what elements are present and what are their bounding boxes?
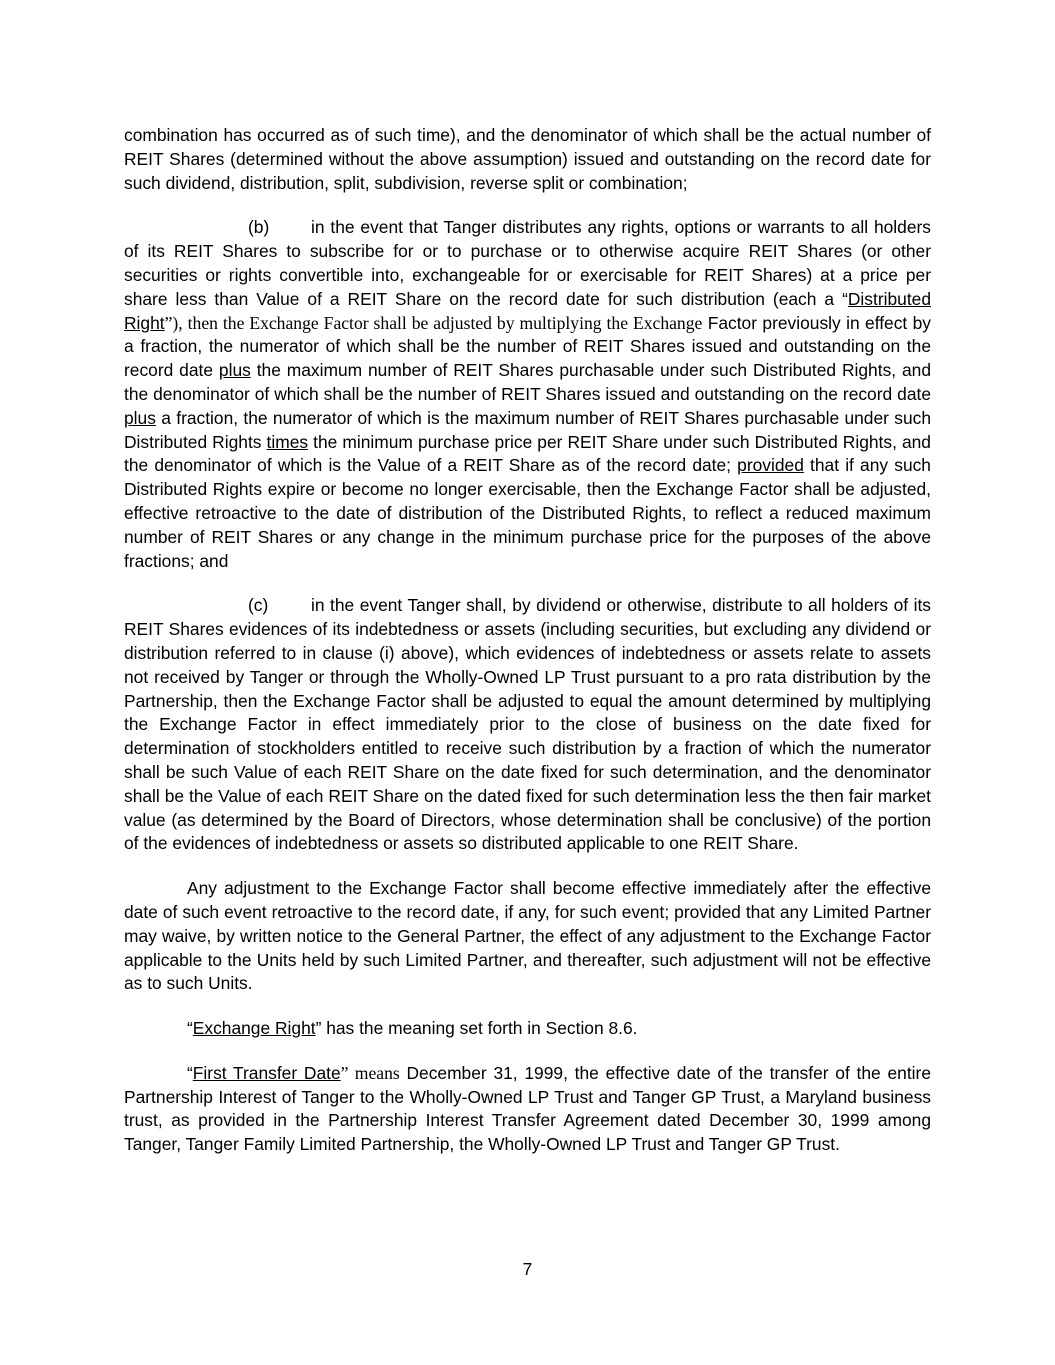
- clause-b-text-5: a fraction, the numerator of which is the maximum number of REIT Shares purchasable under such Distributed Rights: [124, 407, 931, 452]
- paragraph-exchange-right: [124, 1017, 931, 1041]
- document-page: [124, 124, 931, 1178]
- clause-b-text-1: in the event that Tanger distributes any rights, options or warrants to all holders of its REIT Shares to subscribe for or to purchase or to otherwise acquire REIT Shares (or other securities or rights convertible into, exchangeable for or exercisable for REIT Shares) at a price per share less than Value of a REIT Share on the record date for such distribution (each a “: [124, 217, 931, 309]
- paragraph-adjustment: [124, 877, 931, 996]
- adjustment-text: Any adjustment to the Exchange Factor shall become effective immediately after the effective date of such event retroactive to the record date, if any, for such event; provided that any Limited Partner may waive, by written notice to the General Partner, the effect of any adjustment to the Exchange Factor applicable to the Units held by such Limited Partner, and thereafter, such adjustment will not be effective as to such Units.: [124, 878, 931, 994]
- continuation-text: combination has occurred as of such time), and the denominator of which shall be the actual number of REIT Shares (determined without the above assumption) issued and outstanding on the record date for such dividend, distribution, split, subdivision, reverse split or combination;: [124, 125, 931, 193]
- clause-b-text-2: ”), then the Exchange Factor shall be adjusted by multiplying the Exchange: [164, 312, 703, 333]
- close-quote-means: ” means: [340, 1062, 400, 1083]
- defined-term-distributed-right: Distributed Right: [124, 288, 931, 333]
- paragraph-c: [124, 594, 931, 856]
- clause-b-text-3: Factor previously in effect by a fraction, the numerator of which shall be the number of REIT Shares issued and outstanding on the record date: [124, 312, 931, 381]
- clause-b-text-6: the minimum purchase price per REIT Share under such Distributed Rights, and the denominator of which is the Value of a REIT Share as of the record date;: [124, 431, 931, 476]
- clause-c-text: in the event Tanger shall, by dividend or otherwise, distribute to all holders of its REIT Shares evidences of its indebtedness or assets (including securities, but excluding any dividend or distribution referred to in clause (i) above), which evidences of indebtedness or assets relate to assets not received by Tanger or through the Wholly-Owned LP Trust pursuant to a pro rata distribution by the Partnership, then the Exchange Factor shall be adjusted to equal the amount determined by multiplying the Exchange Factor in effect immediately prior to the close of business on the date fixed for determination of stockholders entitled to receive such distribution by a fraction of which the numerator shall be such Value of each REIT Share on the date fixed for such determination, and the denominator shall be the Value of each REIT Share on the dated fixed for such determination less the then fair market value (as determined by the Board of Directors, whose determination shall be conclusive) of the portion of the evidences of indebtedness or assets so distributed applicable to one REIT Share.: [124, 595, 931, 854]
- emphasis-times: times: [266, 431, 309, 452]
- emphasis-provided: provided: [737, 455, 804, 476]
- defined-term-first-transfer-date: First Transfer Date: [192, 1062, 341, 1083]
- clause-label-b: (b): [248, 217, 270, 238]
- exchange-right-definition: ” has the meaning set forth in Section 8.6.: [315, 1018, 638, 1039]
- emphasis-plus-2: plus: [124, 407, 156, 428]
- paragraph-first-transfer-date: [124, 1062, 931, 1157]
- defined-term-exchange-right: Exchange Right: [192, 1018, 316, 1039]
- clause-b-text-4: the maximum number of REIT Shares purchasable under such Distributed Rights, and the denominator of which shall be the number of REIT Shares issued and outstanding on the record date: [124, 360, 931, 404]
- clause-label-c: (c): [248, 595, 269, 616]
- clause-b-text-7: that if any such Distributed Rights expire or become no longer exercisable, then the Exchange Factor shall be adjusted, effective retroactive to the date of distribution of the Distributed Rights, to reflect a reduced maximum number of REIT Shares or any change in the minimum purchase price for the purposes of the above fractions; and: [124, 455, 931, 571]
- open-quote: “: [187, 1018, 193, 1039]
- page-number: 7: [522, 1259, 533, 1279]
- emphasis-plus-1: plus: [218, 360, 251, 381]
- paragraph-b: [124, 216, 931, 573]
- first-transfer-date-definition: December 31, 1999, the effective date of the transfer of the entire Partnership Interest of Tanger to the Wholly-Owned LP Trust and Tanger GP Trust, a Maryland business trust, as provided in the Partnership Interest Transfer Agreement dated December 30, 1999 among Tanger, Tanger Family Limited Partnership, the Wholly-Owned LP Trust and Tanger GP Trust.: [124, 1062, 931, 1155]
- paragraph-continuation: [124, 124, 931, 195]
- open-quote: “: [187, 1062, 193, 1083]
